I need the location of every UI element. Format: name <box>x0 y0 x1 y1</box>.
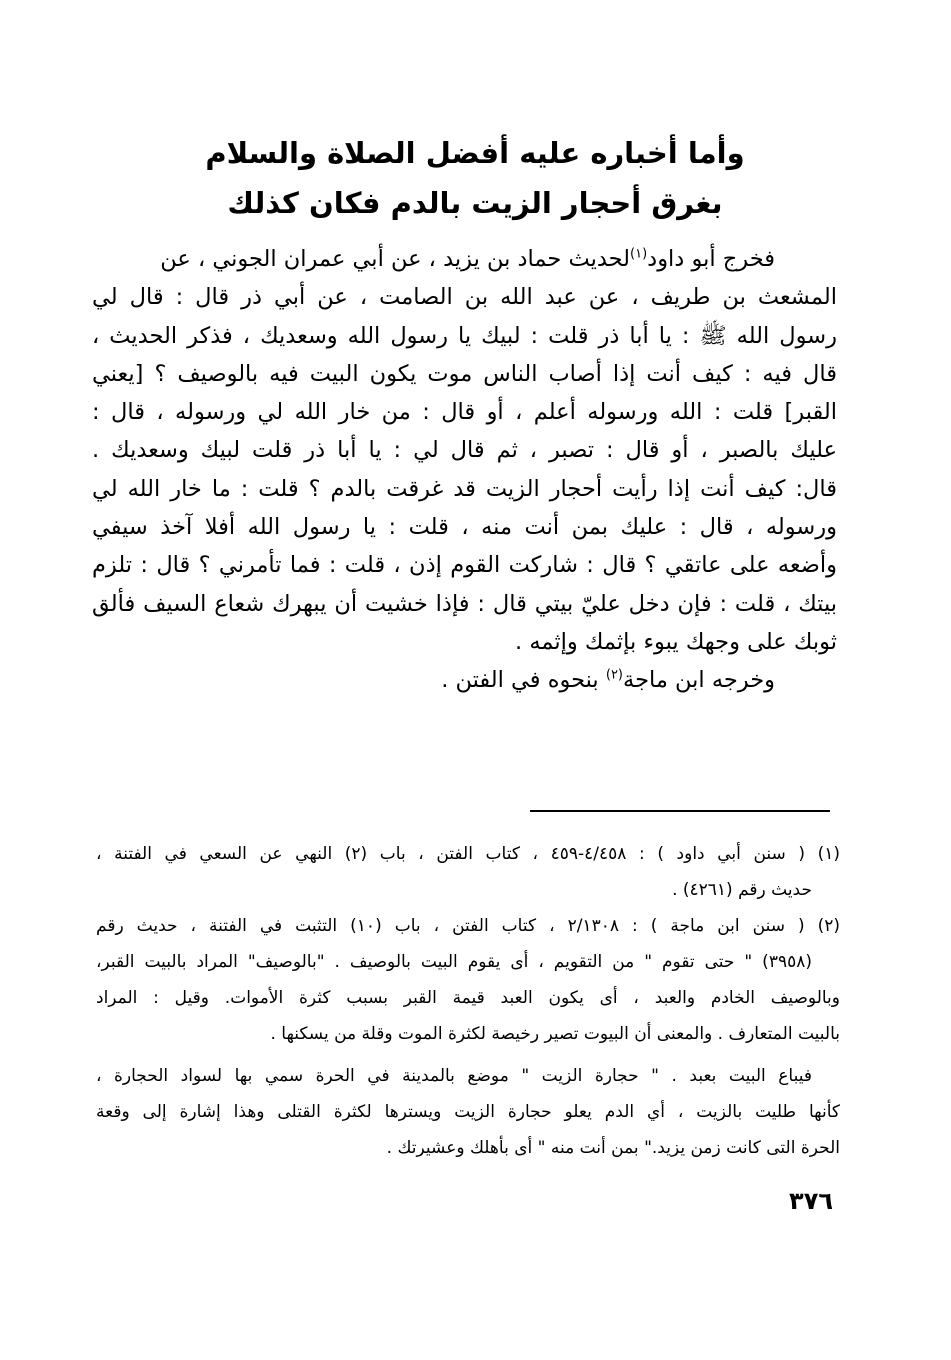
body-line-2: المشعث بن طريف ، عن عبد الله بن الصامت ، عن أبي ذر قال : قال لي <box>92 284 837 311</box>
body-line-6: عليك بالصبر ، أو قال : تصبر ، ثم قال لي : يا أبا ذر قلت لبيك وسعديك . <box>92 437 837 464</box>
body-line-5: القبر] قلت : الله ورسوله أعلم ، أو قال : من خار الله لي ورسوله ، قال : <box>92 399 837 426</box>
footnote-ref-1: (١) <box>630 246 648 262</box>
body-line-1-start: فخرج أبو داود <box>647 246 775 272</box>
footnote-1-line-2: حديث رقم (٤٢٦١) . <box>672 880 812 900</box>
footnote-2-line-3: وبالوصيف الخادم والعبد ، أى يكون العبد قيمة القبر بسبب كثرة الأموات. وقيل : المراد <box>96 988 840 1008</box>
body-line-12-start: وخرجه ابن ماجة <box>623 667 775 694</box>
footnote-2-line-6: كأنها طليت بالزيت ، أي الدم يعلو حجارة الزيت ويسترها لكثرة القتلى وهذا إشارة إلى وقعة <box>96 1102 840 1122</box>
body-line-8: ورسوله ، قال : عليك بمن أنت منه ، قلت : يا رسول الله أفلا آخذ سيفي <box>92 514 837 541</box>
footnote-ref-2: (٢) <box>605 667 623 683</box>
body-line-3: رسول الله ﷺ : يا أبا ذر قلت : لبيك يا رسول الله وسعديك ، فذكر الحديث ، <box>92 322 837 349</box>
page-number: ٣٧٦ <box>789 1187 833 1215</box>
body-line-1 <box>92 240 837 278</box>
body-line-7: قال: كيف أنت إذا رأيت أحجار الزيت قد غرقت بالدم ؟ قلت : ما خار الله لي <box>92 475 837 502</box>
footnote-2-line-4: بالبيت المتعارف . والمعنى أن البيوت تصير رخيصة لكثرة الموت وقلة من يسكنها . <box>270 1024 840 1044</box>
footnote-2-line-5: فيباع البيت بعبد . " حجارة الزيت " موضع بالمدينة في الحرة سمي بها لسواد الحجارة ، <box>96 1066 812 1086</box>
body-line-1-end: لحديث حماد بن يزيد ، عن أبي عمران الجوني ، عن <box>160 246 631 272</box>
body-line-4: قال فيه : كيف أنت إذا أصاب الناس موت يكون البيت فيه بالوصيف ؟ [يعني <box>92 360 837 387</box>
footnote-1-line-1: (١) ( سنن أبي داود ) : ٤/٤٥٨-٤٥٩ ، كتاب الفتن ، باب (٢) النهي عن السعي في الفتنة ، <box>96 844 840 864</box>
body-line-12-end: بنحوه في الفتن . <box>441 667 606 694</box>
main-text <box>92 240 837 700</box>
chapter-heading <box>150 128 800 228</box>
footnote-2-line-1: (٢) ( سنن ابن ماجة ) : ٢/١٣٠٨ ، كتاب الفتن ، باب (١٠) التثبت في الفتنة ، حديث رقم <box>96 916 840 936</box>
body-line-12 <box>92 661 837 699</box>
heading-line-1: وأما أخباره عليه أفضل الصلاة والسلام <box>205 136 745 170</box>
body-line-10: بيتك ، قلت : فإن دخل عليّ بيتي قال : فإذا خشيت أن يبهرك شعاع السيف فألق <box>92 590 837 617</box>
footnote-2-line-2: (٣٩٥٨) " حتى تقوم " من التقويم ، أى يقوم البيت بالوصيف . "بالوصيف" المراد بالبيت القبر، <box>96 952 812 972</box>
body-line-9: وأضعه على عاتقي ؟ قال : شاركت القوم إذن ، قلت : فما تأمرني ؟ قال : تلزم <box>92 552 837 579</box>
footnotes <box>96 836 840 1166</box>
footnote-2-line-7: الحرة التى كانت زمن يزيد." بمن أنت منه " أى بأهلك وعشيرتك . <box>386 1138 840 1158</box>
footnote-separator <box>530 810 830 812</box>
heading-line-2: بغرق أحجار الزيت بالدم فكان كذلك <box>227 186 723 220</box>
body-line-11: ثوبك على وجهك يبوء بإثمك وإثمه . <box>515 628 837 655</box>
